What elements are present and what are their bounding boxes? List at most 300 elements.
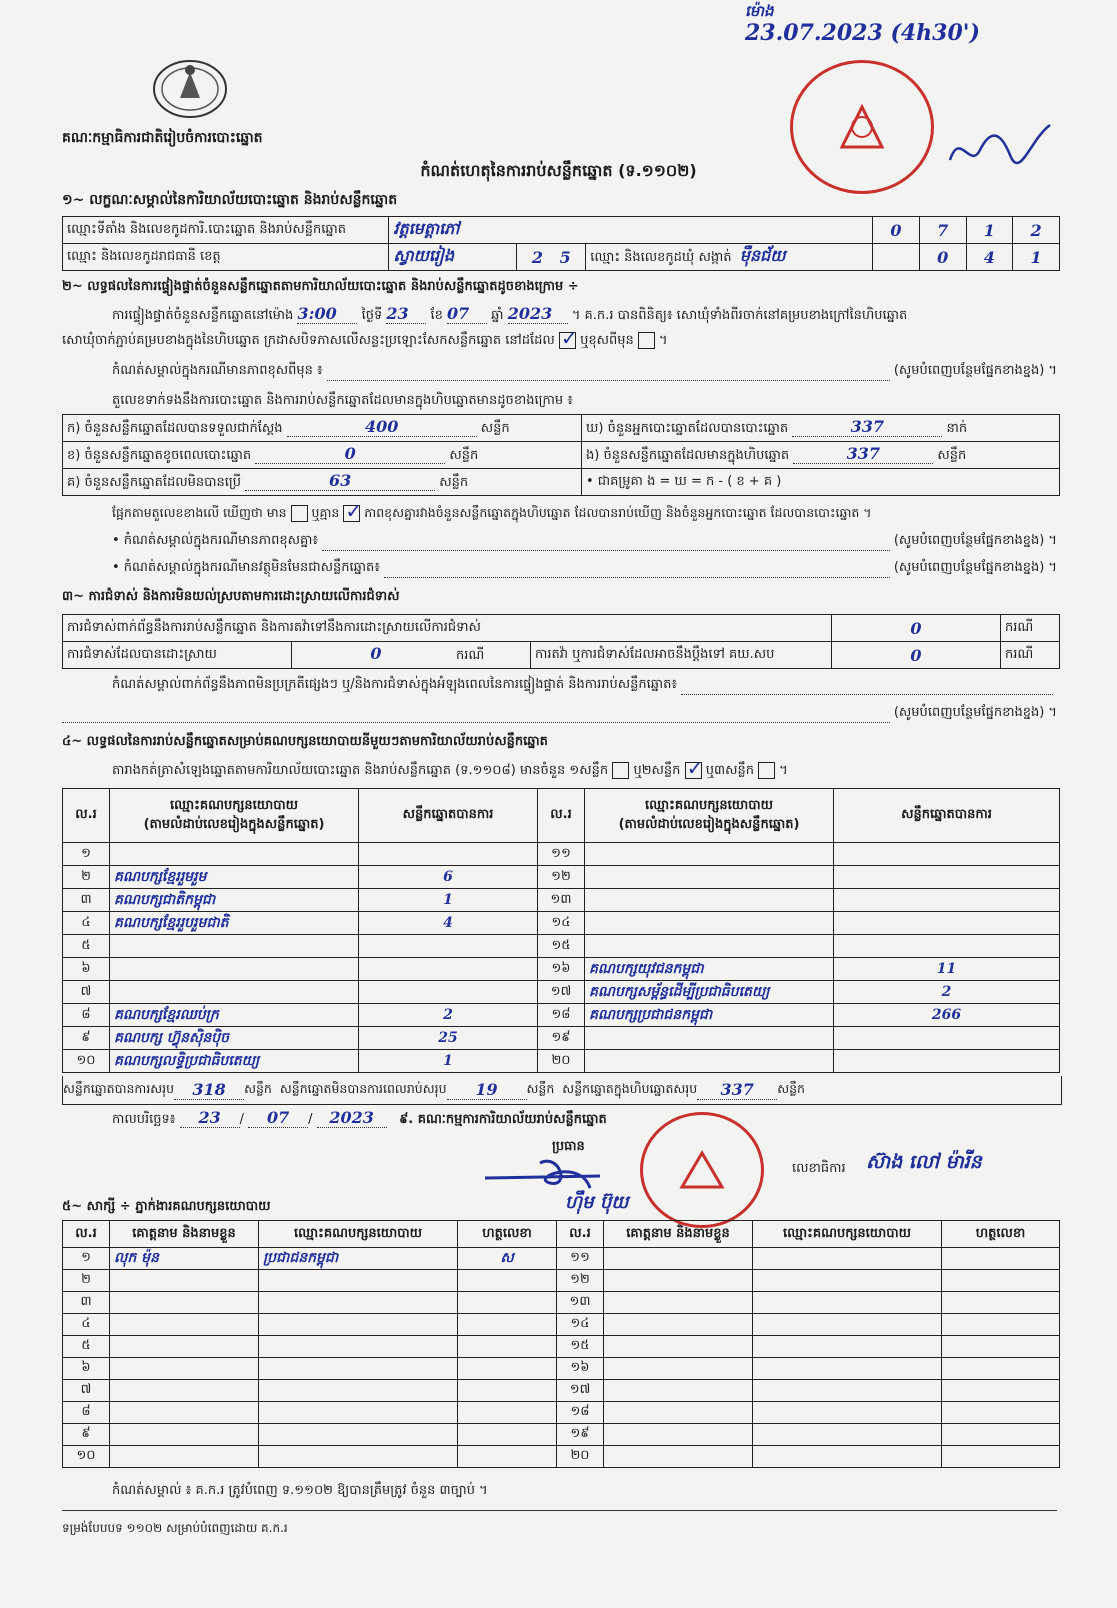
results-right-party	[585, 889, 834, 912]
witness-left-name	[110, 1336, 259, 1358]
results-left-no: ៨	[63, 1004, 110, 1027]
bullet-difference-note	[112, 532, 1057, 551]
check-month-label: ខែ	[430, 308, 443, 323]
witness-right-sign[interactable]	[942, 1248, 1060, 1270]
total-valid-label: សន្លឹកឆ្នោតបានការសរុប	[63, 1080, 175, 1096]
received-row	[63, 415, 582, 442]
witness-left-sign	[458, 1424, 557, 1446]
bullet1-label: • កំណត់សម្គាល់ក្នុងករណីមានភាពខុសគ្នា៖	[112, 533, 319, 548]
results-right-party	[585, 1027, 834, 1050]
results-row	[63, 958, 1060, 981]
results-right-no: ១៦	[538, 958, 585, 981]
commune-code-3: 1	[1013, 244, 1060, 271]
section4-title: ៤~ លទ្ធផលនៃការរាប់សន្លឹកឆ្នោតសម្រាប់គណបក្សនយោបាយនីមួយៗតាមការិយាល័យរាប់សន្លឹកឆ្នោត	[62, 734, 548, 749]
witness-left-no: ៦	[63, 1358, 110, 1380]
received-value: 400	[287, 417, 477, 437]
check-year-label: ឆ្នាំ	[491, 308, 504, 323]
signing-year: 2023	[317, 1108, 387, 1128]
different-checkbox[interactable]	[638, 332, 655, 349]
chair-name: ហ៊ឹម ប៊ុយ	[565, 1192, 629, 1213]
bullet1-line[interactable]	[322, 532, 890, 551]
section2-para2: សោឃុំចាក់ភ្ជាប់គម្របខាងក្នុងនៃហិបឆ្នោត ក្រដាសបិទភាសលើសន្លះប្រឡោះសែកសន្លឹកឆ្នោត នៅដដែល ✓ ឬខុសពីមុន ។	[62, 332, 668, 351]
witness-right-party[interactable]	[753, 1424, 942, 1446]
witness-left-party	[259, 1402, 458, 1424]
footer-rule	[62, 1510, 1057, 1511]
witness-right-sign[interactable]	[942, 1314, 1060, 1336]
witness-right-name-header: គោត្តនាម និងនាមខ្លួន	[604, 1221, 753, 1248]
witness-right-no: ១៩	[557, 1424, 604, 1446]
witness-left-no: ៤	[63, 1314, 110, 1336]
location-label: ឈ្មោះទីតាំង និងលេខកូដការិ.បោះឆ្នោត និងរាប់សន្លឹកឆ្នោត	[63, 217, 389, 244]
unused-unit: សន្លឹក	[439, 475, 469, 490]
total-invalid-value: 19	[447, 1080, 527, 1100]
results-left-votes: 2	[359, 1004, 538, 1027]
objection-row1-value: 0	[832, 615, 1001, 642]
section1-table	[62, 216, 1060, 271]
irregularity-note-2	[62, 704, 1057, 723]
results-right-party-title: ឈ្មោះគណបក្សនយោបាយ	[645, 797, 773, 813]
witness-table	[62, 1220, 1060, 1468]
irregularity-note	[112, 676, 1057, 695]
witness-right-name[interactable]	[604, 1336, 753, 1358]
witness-row	[63, 1380, 1060, 1402]
witness-left-sign: ស	[458, 1248, 557, 1270]
voters-unit: នាក់	[946, 421, 968, 436]
witness-row	[63, 1248, 1060, 1270]
witness-row	[63, 1314, 1060, 1336]
emblem-logo	[150, 58, 230, 120]
check-day-label: ថ្ងៃទី	[361, 308, 383, 323]
results-right-no: ១៨	[538, 1004, 585, 1027]
results-left-votes: 1	[359, 889, 538, 912]
witness-right-party[interactable]	[753, 1270, 942, 1292]
witness-right-no: ១៥	[557, 1336, 604, 1358]
witness-right-no: ២០	[557, 1446, 604, 1468]
results-left-votes	[359, 935, 538, 958]
location-code-1: 0	[873, 217, 920, 244]
figures-table	[62, 414, 1060, 496]
results-right-party	[585, 1050, 834, 1073]
results-left-party: គណបក្សខ្មែរឈប់ក្រ	[110, 1004, 359, 1027]
section2-para1	[112, 304, 907, 326]
results-left-votes: 25	[359, 1027, 538, 1050]
witness-left-sign	[458, 1402, 557, 1424]
results-left-party	[110, 958, 359, 981]
witness-right-name[interactable]	[604, 1358, 753, 1380]
witness-left-sign	[458, 1380, 557, 1402]
witness-left-no: ៩	[63, 1424, 110, 1446]
results-left-no-header: ល.រ	[63, 789, 110, 843]
results-totals	[62, 1076, 1062, 1105]
witness-left-name	[110, 1314, 259, 1336]
inbox-row	[582, 442, 1060, 469]
bullet2-label: • កំណត់សម្គាល់ក្នុងករណីមានវត្ថុមិនមែនជាសន្លឹកឆ្នោត៖	[112, 560, 380, 575]
results-right-votes: 2	[834, 981, 1060, 1004]
results-left-party: គណបក្សខ្មែររួមរួម	[110, 866, 359, 889]
witness-left-no: ៥	[63, 1336, 110, 1358]
witness-right-sign[interactable]	[942, 1270, 1060, 1292]
witness-right-no: ១២	[557, 1270, 604, 1292]
different-label: ឬខុសពីមុន	[580, 333, 634, 348]
witness-left-party	[259, 1446, 458, 1468]
location-code-2: 7	[919, 217, 966, 244]
results-row	[63, 843, 1060, 866]
results-left-no: ៣	[63, 889, 110, 912]
witness-right-name[interactable]	[604, 1380, 753, 1402]
section1-title: ១~ លក្ខណៈសម្គាល់នៃការិយាល័យបោះឆ្នោត និងរាប់សន្លឹកឆ្នោត	[62, 192, 398, 208]
results-left-party-header	[110, 789, 359, 843]
spoiled-label: ខ) ចំនួនសន្លឹកឆ្នោតខូចពេលបោះឆ្នោត	[67, 448, 252, 463]
witness-left-name-header: គោត្តនាម និងនាមខ្លួន	[110, 1221, 259, 1248]
results-left-no: ១០	[63, 1050, 110, 1073]
witness-left-party	[259, 1424, 458, 1446]
witness-left-party	[259, 1380, 458, 1402]
spoiled-row	[63, 442, 582, 469]
results-right-party-header	[585, 789, 834, 843]
results-left-no: ២	[63, 866, 110, 889]
witness-row	[63, 1424, 1060, 1446]
results-right-no: ១៣	[538, 889, 585, 912]
results-left-no: ៥	[63, 935, 110, 958]
witness-row	[63, 1270, 1060, 1292]
witness-right-sign[interactable]	[942, 1292, 1060, 1314]
witness-right-no: ១៨	[557, 1402, 604, 1424]
objection-row1-unit: ករណី	[1001, 615, 1060, 642]
results-right-no: ១២	[538, 866, 585, 889]
tally-sheets-line: តារាងកត់ត្រាសំឡេងឆ្នោតតាមការិយាល័យបោះឆ្នោត និងរាប់សន្លឹកឆ្នោត (ទ.១១០៨) មានចំនួន ១សន្លឹក ឬ២សន្លឹក ✓ ឬ៣សន្លឹក ។	[112, 762, 788, 781]
results-left-votes	[359, 958, 538, 981]
results-left-votes: 4	[359, 912, 538, 935]
witness-right-name[interactable]	[604, 1424, 753, 1446]
section2-title: ២~ លទ្ធផលនៃការផ្ទៀងផ្ទាត់ចំនួនសន្លឹកឆ្នោតតាមការិយាល័យបោះឆ្នោត និងរាប់សន្លឹកឆ្នោតដូចខាងក្រោម ÷	[62, 279, 579, 294]
witness-right-no: ១៣	[557, 1292, 604, 1314]
objections-table	[62, 614, 1060, 669]
witness-right-party[interactable]	[753, 1292, 942, 1314]
irregularity-note-label: កំណត់សម្គាល់ពាក់ព័ន្ធនឹងភាពមិនប្រក្រតីផ្សេងៗ ឬ/និងការជំទាស់ក្នុងអំឡុងពេលនៃការផ្ទៀងផ្ទាត់ និងការរាប់សន្លឹកឆ្នោត៖	[112, 677, 678, 692]
witness-left-no: ១០	[63, 1446, 110, 1468]
compare-none-label: ឬគ្មាន	[311, 505, 340, 520]
witness-left-no: ២	[63, 1270, 110, 1292]
results-left-votes: 1	[359, 1050, 538, 1073]
witness-right-sign[interactable]	[942, 1336, 1060, 1358]
check-para-tail: ។ គ.ក.រ បានពិនិត្យ៖ សោឃុំទាំងពីរចាក់នៅគម្របខាងក្រៅនៃហិបឆ្នោត	[571, 308, 908, 323]
witness-right-party[interactable]	[753, 1358, 942, 1380]
location-value: វត្តមេត្តាភៅ	[389, 217, 873, 244]
objection-row1-label: ការជំទាស់ពាក់ព័ន្ធនឹងការរាប់សន្លឹកឆ្នោត និងការតវ៉ាទៅនឹងការដោះស្រាយលើការជំទាស់	[63, 615, 832, 642]
secretary-name: ស៊ាង លៅ ម៉ារីន	[866, 1151, 982, 1173]
voters-row	[582, 415, 1060, 442]
difference-note	[112, 362, 1057, 381]
witness-left-name: លុក ម៉ុន	[110, 1248, 259, 1270]
check-month: 07	[447, 304, 487, 324]
appeal-unit: ករណី	[1001, 642, 1060, 669]
witness-left-sign	[458, 1270, 557, 1292]
witness-left-party	[259, 1314, 458, 1336]
witness-right-sign[interactable]	[942, 1424, 1060, 1446]
irregularity-fill: (សូមបំពេញបន្ថែមផ្នែកខាងខ្នង) ។	[893, 705, 1057, 720]
results-left-party	[110, 935, 359, 958]
results-left-party	[110, 843, 359, 866]
three-sheet-checkbox[interactable]	[758, 762, 775, 779]
results-left-votes	[359, 843, 538, 866]
witness-right-party[interactable]	[753, 1446, 942, 1468]
witness-right-party[interactable]	[753, 1336, 942, 1358]
witness-right-no-header: ល.រ	[557, 1221, 604, 1248]
difference-note-line[interactable]	[327, 362, 890, 381]
witness-right-sign[interactable]	[942, 1358, 1060, 1380]
witness-left-no: ៧	[63, 1380, 110, 1402]
results-row	[63, 912, 1060, 935]
total-valid-unit: សន្លឹក	[244, 1080, 272, 1096]
results-row	[63, 889, 1060, 912]
signing-date-label: កាលបរិច្ឆេទ៖	[112, 1112, 176, 1127]
inbox-value: 337	[793, 444, 933, 464]
compare-has-label: ផ្អែកតាមតួលេខខាងលើ ឃើញថា មាន	[112, 505, 287, 520]
results-right-no: ១១	[538, 843, 585, 866]
commune-code-1: 0	[919, 244, 966, 271]
witness-right-sign-header: ហត្ថលេខា	[942, 1221, 1060, 1248]
results-row	[63, 1004, 1060, 1027]
bullet2-line[interactable]	[384, 559, 890, 578]
witness-right-no: ១៤	[557, 1314, 604, 1336]
results-left-no: ៧	[63, 981, 110, 1004]
witness-right-party[interactable]	[753, 1314, 942, 1336]
results-right-votes	[834, 912, 1060, 935]
bullet-foreign-object-note	[112, 559, 1057, 578]
spoiled-value: 0	[255, 444, 445, 464]
tally-intro: តារាងកត់ត្រាសំឡេងឆ្នោតតាមការិយាល័យបោះឆ្នោត និងរាប់សន្លឹកឆ្នោត (ទ.១១០៨) មានចំនួន ១សន្លឹក	[112, 763, 609, 778]
appeal-label: ការតវ៉ា ឬការជំទាស់ដែលអាចនឹងប្តឹងទៅ គឃ.សប	[531, 642, 832, 669]
witness-right-name[interactable]	[604, 1292, 753, 1314]
voters-value: 337	[792, 417, 942, 437]
results-row	[63, 935, 1060, 958]
witness-left-party-header: ឈ្មោះគណបក្សនយោបាយ	[259, 1221, 458, 1248]
results-right-no: ១៤	[538, 912, 585, 935]
two-sheet-label: ឬ២សន្លឹក	[633, 763, 681, 778]
witness-left-party	[259, 1358, 458, 1380]
resolved-unit: ករណី	[456, 648, 485, 663]
witness-left-party: ប្រជាជនកម្ពុជា	[259, 1248, 458, 1270]
results-left-party: គណបក្សជាតិកម្ពុជា	[110, 889, 359, 912]
results-right-party	[585, 843, 834, 866]
results-right-party-sub: (តាមលំដាប់លេខរៀងក្នុងសន្លឹកឆ្នោត)	[618, 816, 800, 832]
results-left-no: ៩	[63, 1027, 110, 1050]
check-time: 3:00	[297, 304, 357, 324]
figures-intro: តួលេខទាក់ទងនឹងការបោះឆ្នោត និងការរាប់សន្លឹកឆ្នោតដែលមានក្នុងហិបឆ្នោតមានដូចខាងក្រោម ៖	[112, 393, 573, 408]
witness-right-name[interactable]	[604, 1402, 753, 1424]
form-title: កំណត់ហេតុនៃការរាប់សន្លឹកឆ្នោត (ទ.១១០២)	[420, 161, 697, 180]
results-right-votes: 11	[834, 958, 1060, 981]
results-right-party	[585, 935, 834, 958]
section5-title: ៥~ សាក្សី ÷ ភ្នាក់ងារគណបក្សនយោបាយ	[62, 1199, 271, 1214]
inbox-label: ង) ចំនួនសន្លឹកឆ្នោតដែលមានក្នុងហិបឆ្នោត	[586, 448, 790, 463]
results-right-no: ១៥	[538, 935, 585, 958]
witness-left-party	[259, 1292, 458, 1314]
handwritten-time-label: ម៉ោង	[745, 2, 774, 20]
witness-left-name	[110, 1402, 259, 1424]
witness-right-no: ១៧	[557, 1380, 604, 1402]
witness-left-name	[110, 1270, 259, 1292]
commune-value: ម៉ឺនជ័យ	[739, 246, 786, 265]
results-table	[62, 788, 1060, 1073]
resolved-cell	[292, 642, 531, 669]
results-left-party-title: ឈ្មោះគណបក្សនយោបាយ	[170, 797, 298, 813]
results-left-party	[110, 981, 359, 1004]
results-right-party	[585, 866, 834, 889]
compare-tail: ភាពខុសគ្នារវាងចំនួនសន្លឹកឆ្នោតក្នុងហិបឆ្នោត ដែលបានរាប់ឃើញ និងចំនួនអ្នកបោះឆ្នោត ដែលបានបោះឆ្នោត ។	[364, 505, 872, 520]
two-sheet-checkbox[interactable]	[685, 762, 702, 779]
org-name: គណៈកម្មាធិការជាតិរៀបចំការបោះឆ្នោត	[62, 130, 263, 146]
witness-row	[63, 1336, 1060, 1358]
committee-title: ៩. គណៈកម្មការការិយាល័យរាប់សន្លឹកឆ្នោត	[399, 1112, 607, 1127]
witness-right-name[interactable]	[604, 1270, 753, 1292]
witness-left-name	[110, 1380, 259, 1402]
witness-left-party	[259, 1336, 458, 1358]
results-right-no-header: ល.រ	[538, 789, 585, 843]
one-sheet-checkbox[interactable]	[612, 762, 629, 779]
handwritten-date-time: 23.07.2023 (4h30')	[745, 20, 980, 46]
chair-label: ប្រធាន	[552, 1139, 585, 1154]
witness-row	[63, 1292, 1060, 1314]
results-row	[63, 866, 1060, 889]
irregularity-note-line-2[interactable]	[62, 704, 890, 723]
province-code-1: 2	[531, 247, 543, 267]
results-left-no: ៤	[63, 912, 110, 935]
witness-row	[63, 1358, 1060, 1380]
results-right-party: គណបក្សសម្ព័ន្ធដើម្បីប្រជាធិបតេយ្យ	[585, 981, 834, 1004]
bullet2-fill: (សូមបំពេញបន្ថែមផ្នែកខាងខ្នង) ។	[893, 560, 1057, 575]
total-invalid-unit: សន្លឹក	[526, 1080, 555, 1096]
official-stamp-bottom	[640, 1112, 764, 1228]
results-right-votes-header: សន្លឹកឆ្នោតបានការ	[834, 789, 1060, 843]
commune-cell	[586, 244, 873, 271]
results-left-no: ១	[63, 843, 110, 866]
results-right-party: គណបក្សយុវជនកម្ពុជា	[585, 958, 834, 981]
results-right-votes	[834, 1050, 1060, 1073]
appeal-value: 0	[832, 642, 1001, 669]
witness-left-sign	[458, 1292, 557, 1314]
witness-right-party[interactable]	[753, 1402, 942, 1424]
witness-right-party-header: ឈ្មោះគណបក្សនយោបាយ	[753, 1221, 942, 1248]
check-time-label: ការផ្ទៀងផ្ទាត់ចំនួនសន្លឹកឆ្នោតនៅម៉ោង	[112, 308, 294, 323]
witness-left-sign	[458, 1314, 557, 1336]
province-code	[517, 244, 586, 271]
total-box-value: 337	[697, 1080, 777, 1100]
difference-note-fill: (សូមបំពេញបន្ថែមផ្នែកខាងខ្នង) ។	[893, 363, 1057, 378]
signing-date-line: កាលបរិច្ឆេទ៖ 23 / 07 / 2023 ៩. គណៈកម្មការការិយាល័យរាប់សន្លឹកឆ្នោត	[112, 1108, 607, 1127]
results-right-votes	[834, 935, 1060, 958]
witness-left-name	[110, 1358, 259, 1380]
commune-code-blank	[873, 244, 920, 271]
total-invalid-label: សន្លឹកឆ្នោតមិនបានការពេលរាប់សរុប	[279, 1080, 447, 1096]
results-left-votes: 6	[359, 866, 538, 889]
check-year: 2023	[508, 304, 568, 324]
results-row	[63, 1027, 1060, 1050]
witness-footnote: កំណត់សម្គាល់ ៖ គ.ក.រ ត្រូវបំពេញ ទ.១១០២ ឱ្យបានត្រឹមត្រូវ ចំនួន ៣ច្បាប់ ។	[112, 1483, 488, 1498]
witness-right-sign[interactable]	[942, 1380, 1060, 1402]
witness-right-no: ១៦	[557, 1358, 604, 1380]
inbox-unit: សន្លឹក	[937, 448, 967, 463]
spoiled-unit: សន្លឹក	[449, 448, 479, 463]
results-left-votes-header: សន្លឹកឆ្នោតបានការ	[359, 789, 538, 843]
witness-left-no: ៨	[63, 1402, 110, 1424]
witness-right-name[interactable]	[604, 1248, 753, 1270]
commune-code-2: 4	[966, 244, 1013, 271]
voters-label: ឃ) ចំនួនអ្នកបោះឆ្នោតដែលបានបោះឆ្នោត	[586, 421, 789, 436]
bullet1-fill: (សូមបំពេញបន្ថែមផ្នែកខាងខ្នង) ។	[893, 533, 1057, 548]
witness-left-sign	[458, 1446, 557, 1468]
irregularity-note-line[interactable]	[681, 676, 1053, 695]
results-row	[63, 981, 1060, 1004]
signing-month: 07	[248, 1108, 308, 1128]
witness-right-sign[interactable]	[942, 1446, 1060, 1468]
witness-left-name	[110, 1424, 259, 1446]
received-unit: សន្លឹក	[480, 421, 510, 436]
witness-right-party[interactable]	[753, 1380, 942, 1402]
results-right-votes	[834, 1027, 1060, 1050]
check-day: 23	[386, 304, 426, 324]
results-left-no: ៦	[63, 958, 110, 981]
witness-left-sign	[458, 1358, 557, 1380]
location-code-3: 1	[966, 217, 1013, 244]
results-right-votes	[834, 843, 1060, 866]
total-valid-value: 318	[174, 1080, 244, 1100]
unused-value: 63	[245, 471, 435, 491]
signing-day: 23	[180, 1108, 240, 1128]
difference-note-label: កំណត់សម្គាល់ក្នុងករណីមានភាពខុសពីមុន ៖	[112, 363, 323, 378]
unused-label: គ) ចំនួនសន្លឹកឆ្នោតដែលមិនបានប្រើ	[67, 475, 241, 490]
witness-right-name[interactable]	[604, 1314, 753, 1336]
province-value: ស្វាយរៀង	[389, 244, 517, 271]
results-right-no: ១៩	[538, 1027, 585, 1050]
results-right-votes: 266	[834, 1004, 1060, 1027]
received-label: ក) ចំនួនសន្លឹកឆ្នោតដែលបានទទួលជាក់ស្តែង	[67, 421, 283, 436]
resolved-value: 0	[370, 644, 382, 663]
commune-label: ឈ្មោះ និងលេខកូដឃុំ សង្កាត់	[590, 250, 732, 265]
results-left-party: គណបក្ស ហ៊្វុនស៊ិនប៉ិច	[110, 1027, 359, 1050]
province-label: ឈ្មោះ និងលេខកូដរាជធានី ខេត្ត	[63, 244, 389, 271]
results-left-party-sub: (តាមលំដាប់លេខរៀងក្នុងសន្លឹកឆ្នោត)	[143, 816, 325, 832]
witness-right-sign[interactable]	[942, 1402, 1060, 1424]
results-right-votes	[834, 866, 1060, 889]
total-box-unit: សន្លឹក	[777, 1080, 805, 1096]
witness-left-name	[110, 1292, 259, 1314]
total-box-label: សន្លឹកឆ្នោតក្នុងហិបឆ្នោតសរុប	[562, 1080, 698, 1096]
witness-left-no-header: ល.រ	[63, 1221, 110, 1248]
province-code-2: 5	[559, 247, 571, 267]
results-row	[63, 1050, 1060, 1073]
witness-right-no: ១១	[557, 1248, 604, 1270]
unused-row	[63, 469, 582, 496]
formula: • ជាគម្រូគា ង = ឃ = ក - ( ខ + គ )	[582, 469, 1060, 496]
footer-text: ទម្រង់បែបបទ ១១០២ សម្រាប់បំពេញដោយ គ.ក.រ	[62, 1521, 288, 1535]
witness-left-no: ៣	[63, 1292, 110, 1314]
comparison-line	[112, 505, 872, 524]
results-left-party: គណបក្សលទ្ធិប្រជាធិបតេយ្យ	[110, 1050, 359, 1073]
three-sheet-label: ឬ៣សន្លឹក	[705, 763, 754, 778]
witness-right-party[interactable]	[753, 1248, 942, 1270]
same-checkbox[interactable]	[559, 332, 576, 349]
no-difference-checkbox[interactable]	[343, 505, 360, 522]
witness-row	[63, 1446, 1060, 1468]
witness-right-name[interactable]	[604, 1446, 753, 1468]
witness-left-party	[259, 1270, 458, 1292]
has-difference-checkbox[interactable]	[291, 505, 308, 522]
location-code-4: 2	[1013, 217, 1060, 244]
resolved-label: ការជំទាស់ដែលបានដោះស្រាយ	[63, 642, 292, 669]
results-right-no: ២០	[538, 1050, 585, 1073]
witness-row	[63, 1402, 1060, 1424]
